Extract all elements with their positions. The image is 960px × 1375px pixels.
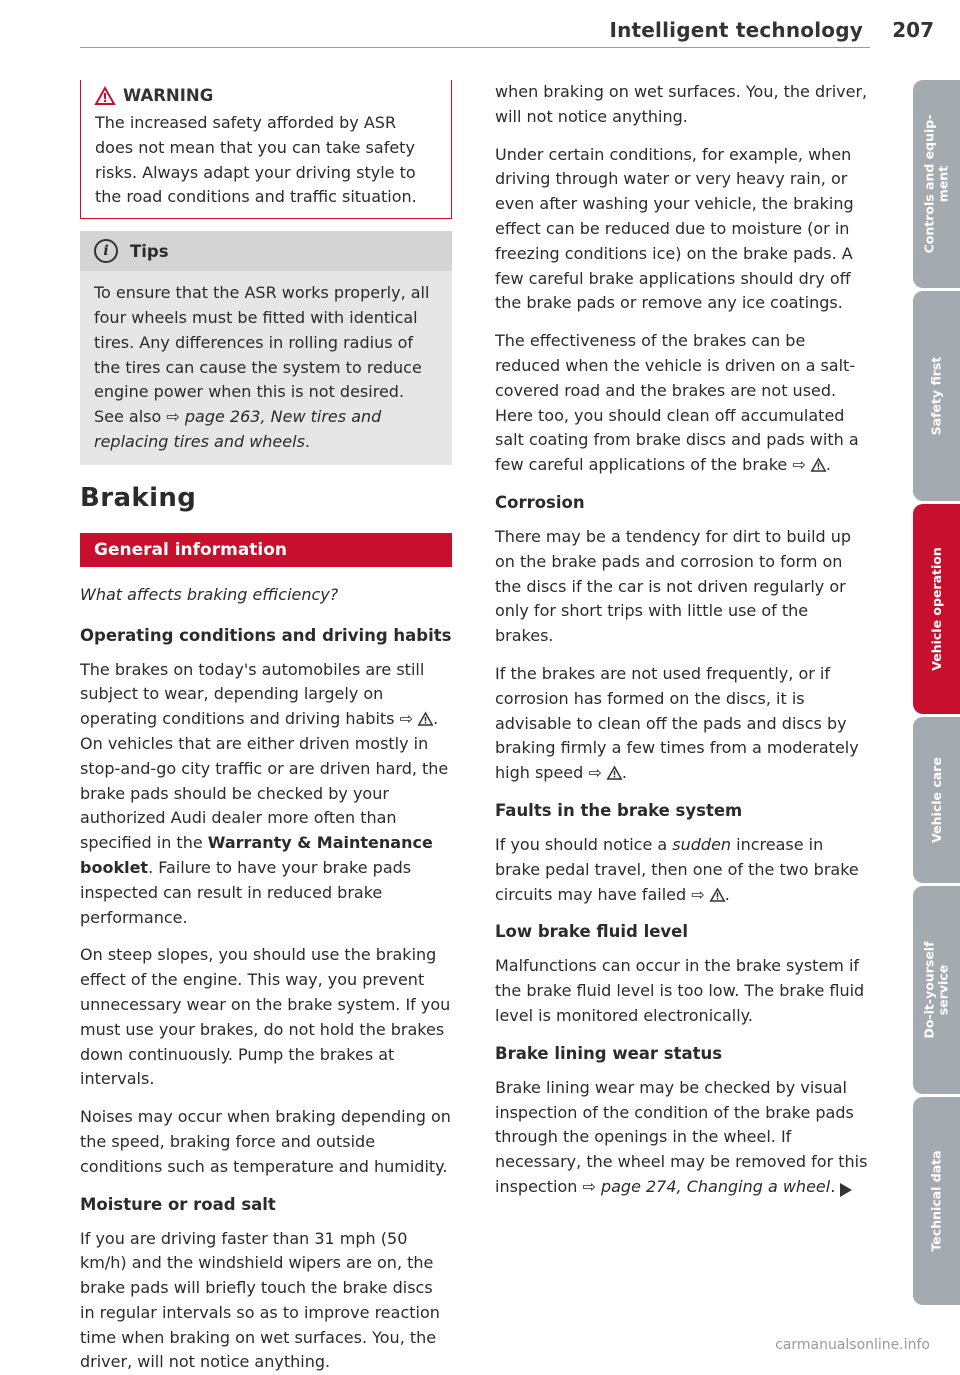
sidebar-tab-vehicle-operation[interactable]: Vehicle operation bbox=[913, 504, 960, 714]
tips-page-reference-link[interactable]: ⇨ page 263, New tires and replacing tires and wheels bbox=[94, 407, 382, 451]
warning-label: WARNING bbox=[123, 86, 214, 105]
sidebar-tab-technical-data[interactable]: Technical data bbox=[913, 1097, 960, 1305]
lining-wear-paragraph: Brake lining wear may be checked by visual inspection of the condition of the brake pads through the openings in the wheel. If necessary, the wheel may be removed for this inspection ⇨ page 274, Changing a wheel. bbox=[495, 1077, 868, 1196]
info-icon: i bbox=[94, 239, 118, 263]
faults-heading: Faults in the brake system bbox=[495, 800, 743, 820]
tips-label: Tips bbox=[130, 241, 169, 261]
operating-paragraph-1: The brakes on today's automobiles are still subject to wear, depending largely on operating conditions and driving habits ⇨ . On vehicles that are either driven mostly in stop-and-go city traffic or are driven hard, the brake pads should be checked by your authorized Audi dealer more often than specified in the Warranty & Maintenance booklet. Failure to have your brake pads inspected can result in reduced brake performance. bbox=[80, 659, 449, 927]
changing-wheel-reference-link[interactable]: ⇨ page 274, Changing a wheel bbox=[582, 1176, 831, 1196]
tips-text: To ensure that the ASR works properly, all four wheels must be fitted with identical tires. Any differences in rolling radius of the tires can cause the system to reduce engine power when this is not desired. See also ⇨ page 263, New tires and replacing tires and wheels. bbox=[94, 283, 430, 451]
subsection-bar: General information bbox=[80, 533, 452, 567]
moisture-paragraph-2: Under certain conditions, for example, when driving through water or very heavy rain, or even after washing your vehicle, the braking effect can be reduced due to moisture (or in freezing conditions ice) on the brake pads. A few careful brake applications should dry off the brake pads or remove any ice coatings. bbox=[495, 144, 854, 313]
tips-heading bbox=[80, 231, 452, 271]
sidebar-tab-diy-service[interactable]: Do-it-yourself service bbox=[913, 886, 960, 1094]
moisture-paragraph-1-continued: when braking on wet surfaces. You, the driver, will not notice anything. bbox=[495, 82, 868, 126]
warning-box bbox=[80, 80, 452, 219]
page-number: 207 bbox=[892, 18, 934, 42]
warning-reference-icon[interactable] bbox=[607, 766, 622, 780]
warning-triangle-icon bbox=[95, 87, 115, 105]
running-header-title: Intelligent technology bbox=[609, 18, 863, 42]
warning-reference-icon[interactable] bbox=[811, 458, 826, 472]
sidebar-tab-controls[interactable]: Controls and equip- ment bbox=[913, 80, 960, 288]
watermark: carmanualsonline.info bbox=[775, 1337, 930, 1353]
brake-fluid-paragraph: Malfunctions can occur in the brake system if the brake fluid level is too low. The brake fluid level is monitored electronically. bbox=[495, 956, 865, 1025]
header-rule bbox=[80, 47, 870, 48]
corrosion-heading: Corrosion bbox=[495, 492, 585, 512]
faults-paragraph: If you should notice a sudden increase in brake pedal travel, then one of the two brake circuits may have failed ⇨ . bbox=[495, 834, 859, 904]
section-title: Braking bbox=[80, 482, 197, 513]
sidebar-tab-vehicle-care[interactable]: Vehicle care bbox=[913, 717, 960, 883]
brake-fluid-heading: Low brake fluid level bbox=[495, 922, 689, 942]
lining-wear-heading: Brake lining wear status bbox=[495, 1043, 723, 1063]
warning-heading bbox=[95, 86, 437, 105]
operating-conditions-heading: Operating conditions and driving habits bbox=[80, 625, 452, 645]
sidebar-tab-safety[interactable]: Safety first bbox=[913, 291, 960, 501]
right-column bbox=[495, 80, 870, 1213]
operating-paragraph-3: Noises may occur when braking depending on the speed, braking force and outside conditions such as temperature and humidity. bbox=[80, 1107, 451, 1176]
continued-arrow-icon bbox=[840, 1183, 852, 1197]
moisture-paragraph-3: The effectiveness of the brakes can be reduced when the vehicle is driven on a salt-covered road and the brakes are not used. Here too, you should clean off accumulated salt coating from brake discs and pads with a few careful applications of the brake ⇨ . bbox=[495, 331, 859, 475]
tips-box bbox=[80, 231, 452, 465]
operating-paragraph-2: On steep slopes, you should use the braking effect of the engine. This way, you prevent unnecessary wear on the brake system. If you must use your brakes, do not hold the brakes down continuously. Pump the brakes at intervals. bbox=[80, 945, 451, 1089]
warning-text: The increased safety afforded by ASR does not mean that you can take safety risks. Always adapt your driving style to the road conditions and traffic situation. bbox=[95, 113, 417, 207]
left-column bbox=[80, 80, 452, 1372]
lead-question: What affects braking efficiency? bbox=[80, 584, 339, 604]
moisture-paragraph-1: If you are driving faster than 31 mph (50 km/h) and the windshield wipers are on, the brake pads will briefly touch the brake discs in regular intervals so as to improve reaction time when braking on wet surfaces. You, the driver, will not notice anything. bbox=[80, 1228, 440, 1372]
moisture-heading: Moisture or road salt bbox=[80, 1194, 276, 1214]
warning-reference-icon[interactable] bbox=[710, 888, 725, 902]
corrosion-paragraph-2: If the brakes are not used frequently, or if corrosion has formed on the discs, it is advisable to clean off the pads and discs by braking firmly a few times from a moderately high speed ⇨ . bbox=[495, 663, 859, 783]
warning-reference-icon[interactable] bbox=[418, 712, 433, 726]
corrosion-paragraph-1: There may be a tendency for dirt to build up on the brake pads and corrosion to form on the discs if the car is not driven regularly or only for short trips with little use of the brakes. bbox=[495, 526, 852, 646]
